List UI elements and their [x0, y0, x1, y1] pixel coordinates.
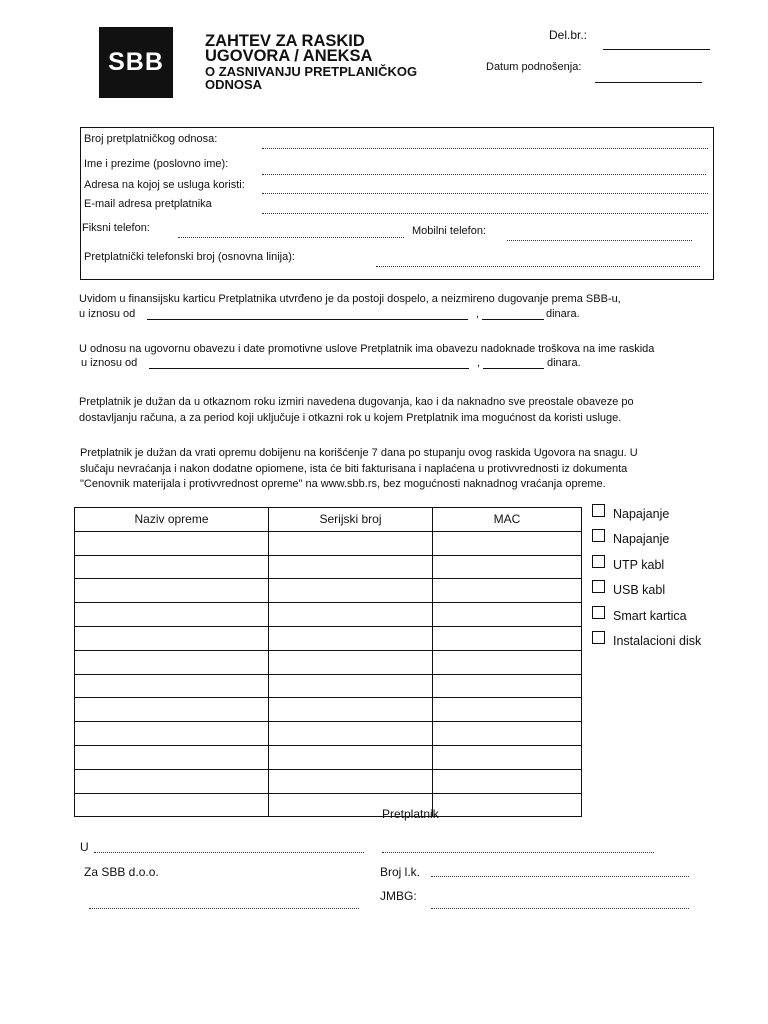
p3-line-2: dostavljanju računa, a za period koji uključuje i otkazni rok u kojem Pretplatnik ima mogućnost da koristi usluge. [79, 411, 622, 424]
table-row [75, 745, 582, 769]
p3-line-1: Pretplatnik je dužan da u otkaznom roku izmiri navedena dugovanja, kao i da naknadno sve preostale obaveze po [79, 396, 634, 408]
table-row [75, 793, 582, 817]
checkbox-label: Smart kartica [613, 609, 687, 623]
col-serijski: Serijski broj [269, 508, 433, 532]
datum-field[interactable] [595, 82, 702, 83]
adresa-label: Adresa na kojoj se usluga koristi: [84, 179, 245, 191]
table-cell[interactable] [269, 579, 433, 603]
p1-prefix: u iznosu od [79, 308, 136, 320]
table-cell[interactable] [433, 793, 582, 817]
checkbox-label: Napajanje [613, 507, 670, 521]
title-line-2: UGOVORA / ANEKSA [205, 47, 373, 65]
table-cell[interactable] [433, 674, 582, 698]
jmbg-field[interactable] [431, 908, 689, 909]
debt-paragraph [79, 292, 689, 308]
subtitle-line-2: ODNOSA [205, 77, 263, 92]
del-br-field[interactable] [603, 49, 710, 50]
table-cell[interactable] [433, 745, 582, 769]
checkbox-napajanje-1[interactable] [592, 504, 605, 517]
table-cell[interactable] [269, 769, 433, 793]
table-row [75, 722, 582, 746]
za-sbb-label: Za SBB d.o.o. [84, 865, 159, 879]
broj-lk-label: Broj l.k. [380, 865, 421, 879]
table-cell[interactable] [75, 769, 269, 793]
table-cell[interactable] [75, 722, 269, 746]
title-line-1: ZAHTEV ZA RASKID [205, 32, 365, 50]
table-cell[interactable] [75, 674, 269, 698]
table-cell[interactable] [433, 650, 582, 674]
table-cell[interactable] [75, 793, 269, 817]
table-cell[interactable] [75, 531, 269, 555]
tel-broj-label: Pretplatnički telefonski broj (osnovna linija): [84, 251, 295, 263]
p2-suffix: dinara. [547, 357, 581, 369]
p2-comma: , [477, 357, 481, 369]
checkbox-label: Napajanje [613, 532, 670, 546]
jmbg-label: JMBG: [380, 889, 417, 903]
table-row [75, 769, 582, 793]
table-cell[interactable] [269, 531, 433, 555]
tel-broj-field[interactable] [376, 266, 700, 267]
ime-field[interactable] [262, 174, 706, 175]
checkbox-smart-kartica[interactable] [592, 606, 605, 619]
checkbox-instalacioni-disk[interactable] [592, 631, 605, 644]
checkbox-usb-kabl[interactable] [592, 580, 605, 593]
broj-odnosa-field[interactable] [262, 148, 708, 149]
equipment-return-paragraph [80, 446, 720, 493]
table-cell[interactable] [75, 745, 269, 769]
table-row [75, 603, 582, 627]
p1-suffix: dinara. [546, 308, 580, 320]
col-naziv: Naziv opreme [75, 508, 269, 532]
table-cell[interactable] [75, 698, 269, 722]
broj-odnosa-label: Broj pretplatničkog odnosa: [84, 133, 218, 145]
p1-comma: , [476, 308, 480, 320]
checkbox-napajanje-2[interactable] [592, 529, 605, 542]
mobilni-label: Mobilni telefon: [412, 225, 486, 237]
place-field[interactable] [94, 852, 364, 853]
datum-label: Datum podnošenja: [486, 61, 582, 73]
table-cell[interactable] [433, 579, 582, 603]
table-cell[interactable] [75, 579, 269, 603]
table-row [75, 650, 582, 674]
table-cell[interactable] [433, 555, 582, 579]
logo-text: SBB [108, 48, 164, 76]
p2-decimals-field[interactable] [483, 368, 544, 369]
table-cell[interactable] [433, 626, 582, 650]
p2-amount-field[interactable] [149, 368, 469, 369]
p1-decimals-field[interactable] [482, 319, 544, 320]
broj-lk-field[interactable] [431, 876, 689, 877]
pretplatnik-label: Pretplatnik [382, 807, 439, 821]
p1-text: Uvidom u finansijsku karticu Pretplatnika utvrđeno je da postoji dospelo, a neizmireno dugovanje prema SBB-u, [79, 293, 621, 305]
equipment-table [74, 507, 582, 817]
table-cell[interactable] [433, 722, 582, 746]
table-cell[interactable] [269, 650, 433, 674]
table-cell[interactable] [433, 698, 582, 722]
fiksni-field[interactable] [178, 237, 404, 238]
form-title [205, 34, 372, 64]
table-header-row [75, 508, 582, 532]
p4-line-3: "Cenovnik materijala i protivvrednost opreme" na www.sbb.rs, bez mogućnosti naknadnog vraćanja opreme. [80, 478, 606, 490]
table-cell[interactable] [269, 603, 433, 627]
mobilni-field[interactable] [507, 240, 692, 241]
obligation-paragraph [79, 395, 719, 426]
p4-line-1: Pretplatnik je dužan da vrati opremu dobijenu na korišćenje 7 dana po stupanju ovog raskida Ugovora na snagu. U [80, 447, 638, 459]
pretplatnik-signature-field[interactable] [382, 852, 654, 853]
email-field[interactable] [262, 213, 708, 214]
termination-paragraph [79, 342, 719, 358]
table-cell[interactable] [269, 674, 433, 698]
checkbox-utp-kabl[interactable] [592, 555, 605, 568]
table-cell[interactable] [269, 555, 433, 579]
checkbox-label: UTP kabl [613, 558, 665, 572]
table-cell[interactable] [75, 555, 269, 579]
p2-text: U odnosu na ugovornu obavezu i date promotivne uslove Pretplatnik ima obavezu nadoknade troškova na ime raskida [79, 343, 655, 355]
table-cell[interactable] [75, 650, 269, 674]
form-subtitle [205, 65, 417, 91]
table-cell[interactable] [75, 603, 269, 627]
table-row [75, 579, 582, 603]
u-label: U [80, 840, 89, 854]
table-row [75, 674, 582, 698]
table-cell[interactable] [269, 745, 433, 769]
table-cell[interactable] [269, 722, 433, 746]
sbb-signature-field[interactable] [89, 908, 359, 909]
email-label: E-mail adresa pretplatnika [84, 198, 212, 210]
table-cell[interactable] [433, 603, 582, 627]
table-row [75, 698, 582, 722]
table-cell[interactable] [75, 626, 269, 650]
col-mac: MAC [433, 508, 582, 532]
adresa-field[interactable] [262, 193, 708, 194]
table-cell[interactable] [433, 531, 582, 555]
table-cell[interactable] [433, 769, 582, 793]
subtitle-line-1: O ZASNIVANJU PRETPLANIČKOG [205, 64, 418, 79]
table-row [75, 555, 582, 579]
table-cell[interactable] [269, 698, 433, 722]
del-br-label: Del.br.: [549, 28, 588, 42]
checkbox-label: USB kabl [613, 583, 666, 597]
p4-line-2: slučaju nevraćanja i nakon dodatne opiomene, ista će biti fakturisana i naplaćena u protivvrednosti iz dokumenta [80, 462, 628, 475]
p2-prefix: u iznosu od [81, 357, 138, 369]
table-cell[interactable] [269, 626, 433, 650]
table-row [75, 626, 582, 650]
p1-amount-field[interactable] [147, 319, 468, 320]
checkbox-label: Instalacioni disk [613, 634, 702, 648]
table-row [75, 531, 582, 555]
fiksni-label: Fiksni telefon: [82, 222, 150, 234]
ime-label: Ime i prezime (poslovno ime): [84, 158, 229, 170]
sbb-logo [99, 27, 173, 98]
